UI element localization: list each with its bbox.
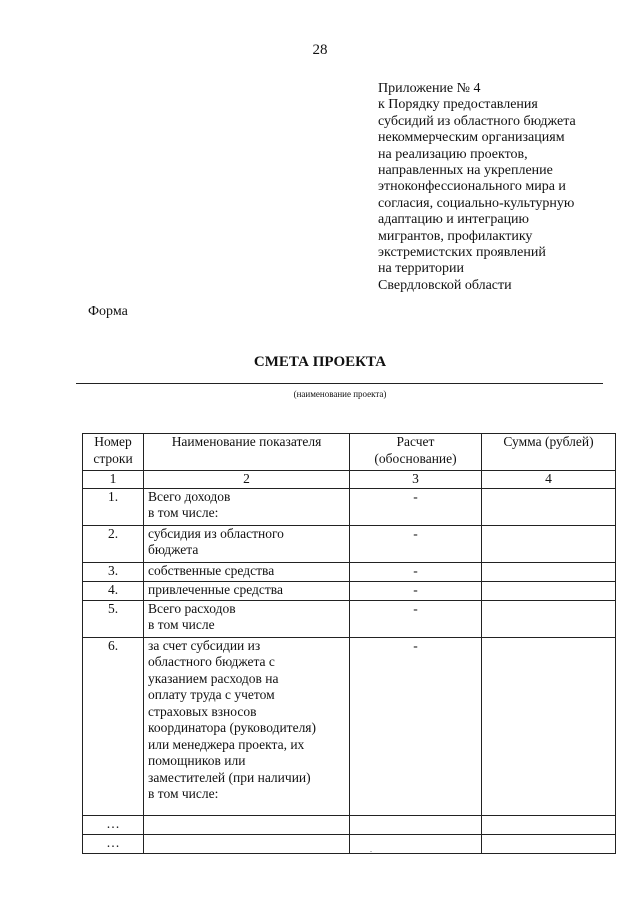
column-number-row bbox=[83, 471, 616, 489]
sum-cell bbox=[482, 488, 616, 525]
table-row bbox=[83, 834, 616, 853]
row-number-cell: … bbox=[83, 815, 144, 834]
row-number-cell: 5. bbox=[83, 600, 144, 637]
calculation-cell: - bbox=[350, 637, 482, 815]
appendix-line: Свердловской области bbox=[378, 277, 512, 293]
appendix-line: согласия, социально-культурную bbox=[378, 195, 575, 211]
table-row bbox=[83, 488, 616, 525]
column-number: 2 bbox=[144, 471, 350, 489]
form-label: Форма bbox=[88, 304, 128, 319]
sum-cell bbox=[482, 562, 616, 581]
column-number: 1 bbox=[83, 471, 144, 489]
column-number: 4 bbox=[482, 471, 616, 489]
appendix-line: экстремистских проявлений bbox=[378, 245, 546, 261]
indicator-name-cell: за счет субсидии из областного бюджета с указанием расходов на оплату труда с учетом страховых взносов координатора (руководителя) или менеджера проекта, их помощников или заместителей (при наличии) в том числе: bbox=[144, 637, 350, 815]
header-sum: Сумма (рублей) bbox=[482, 434, 616, 471]
project-name-caption: (наименование проекта) bbox=[293, 389, 387, 399]
project-name-line bbox=[76, 383, 603, 384]
appendix-line: некоммерческим организациям bbox=[378, 130, 565, 146]
appendix-line: адаптацию и интеграцию bbox=[378, 212, 530, 228]
header-row-number: Номер строки bbox=[83, 434, 144, 471]
row-number-cell: … bbox=[83, 834, 144, 853]
indicator-name-cell bbox=[144, 815, 350, 834]
indicator-name-cell: собственные средства bbox=[144, 562, 350, 581]
scan-artifact bbox=[370, 851, 372, 852]
indicator-name-cell bbox=[144, 834, 350, 853]
appendix-line: субсидий из областного бюджета bbox=[378, 113, 576, 129]
table-row bbox=[83, 562, 616, 581]
header-indicator-name: Наименование показателя bbox=[144, 434, 350, 471]
sum-cell bbox=[482, 637, 616, 815]
row-number-cell: 1. bbox=[83, 488, 144, 525]
table-row bbox=[83, 600, 616, 637]
indicator-name-cell: Всего расходов в том числе bbox=[144, 600, 350, 637]
indicator-name-cell: Всего доходов в том числе: bbox=[144, 488, 350, 525]
calculation-cell: - bbox=[350, 581, 482, 600]
calculation-cell bbox=[350, 815, 482, 834]
sum-cell bbox=[482, 600, 616, 637]
page-number: 28 bbox=[312, 42, 328, 58]
appendix-line: мигрантов, профилактику bbox=[378, 228, 533, 244]
estimate-table bbox=[82, 433, 616, 854]
appendix-line: на реализацию проектов, bbox=[378, 146, 528, 162]
indicator-name-cell: привлеченные средства bbox=[144, 581, 350, 600]
table-row bbox=[83, 815, 616, 834]
sum-cell bbox=[482, 815, 616, 834]
calculation-cell: - bbox=[350, 525, 482, 562]
row-number-cell: 3. bbox=[83, 562, 144, 581]
column-number: 3 bbox=[350, 471, 482, 489]
appendix-line: Приложение № 4 bbox=[378, 81, 481, 96]
appendix-line: на территории bbox=[378, 261, 464, 277]
row-number-cell: 2. bbox=[83, 525, 144, 562]
sum-cell bbox=[482, 525, 616, 562]
table-row bbox=[83, 637, 616, 815]
row-number-cell: 6. bbox=[83, 637, 144, 815]
header-calculation: Расчет (обоснование) bbox=[350, 434, 482, 471]
row-number-cell: 4. bbox=[83, 581, 144, 600]
calculation-cell: - bbox=[350, 488, 482, 525]
appendix-line: направленных на укрепление bbox=[378, 163, 553, 179]
sum-cell bbox=[482, 581, 616, 600]
table-row bbox=[83, 581, 616, 600]
calculation-cell: - bbox=[350, 562, 482, 581]
appendix-line: к Порядку предоставления bbox=[378, 97, 538, 113]
appendix-line: этноконфессионального мира и bbox=[378, 179, 566, 195]
table-header-row bbox=[83, 434, 616, 471]
document-title: СМЕТА ПРОЕКТА bbox=[253, 354, 387, 370]
calculation-cell: - bbox=[350, 600, 482, 637]
appendix-note bbox=[378, 81, 576, 294]
table-row bbox=[83, 525, 616, 562]
indicator-name-cell: субсидия из областного бюджета bbox=[144, 525, 350, 562]
sum-cell bbox=[482, 834, 616, 853]
